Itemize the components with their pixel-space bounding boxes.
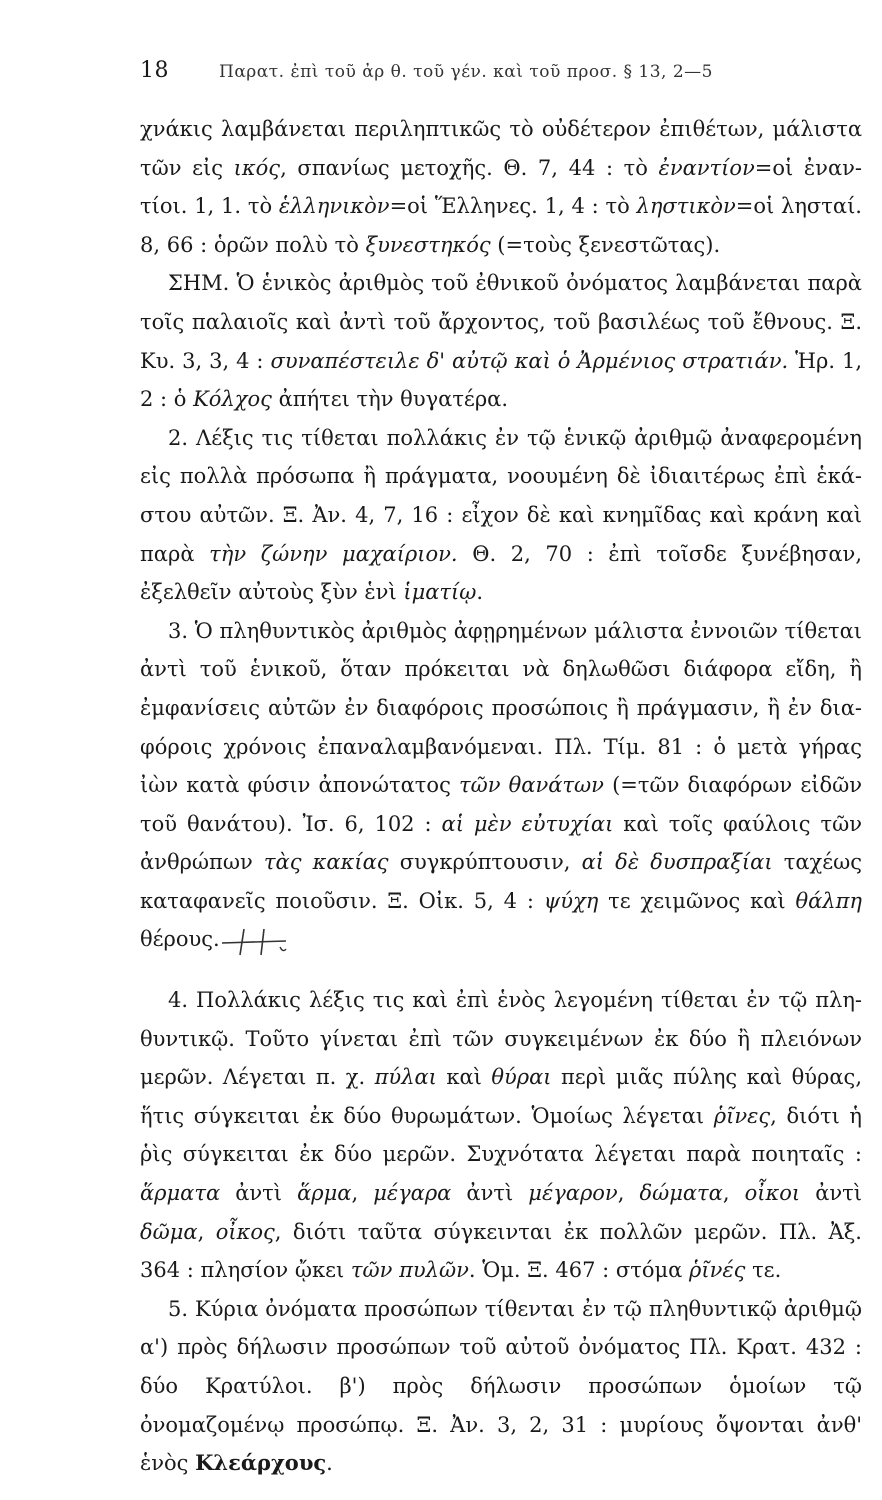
page-header: [140, 58, 862, 98]
section-3: 3. Ὁ πληθυντικὸς ἀριθμὸς ἀφῃρημένων μάλιστα ἐννοιῶν τίθεται ἀντὶ τοῦ ἑνικοῦ, ὅταν πρόκειται νὰ δηλωθῶσι διάφορα εἴδη, ἢ ἐμφανίσεις αὐτῶν ἐν διαφόροις προσώποις ἢ πράγμασιν, ἢ ἐν δια-φόροις χρόνοις ἐπαναλαμβανόμεναι. Πλ. Τίμ. 81 : ὁ μετὰ γήρας ἰὼν κατὰ φύσιν ἀπονώτατος τῶν θανάτων (=τῶν διαφόρων εἰδῶν τοῦ θανάτου). Ἰσ. 6, 102 : αἱ μὲν εὐτυχίαι καὶ τοῖς φαύλοις τῶν ἀνθρώπων τὰς κακίας συγκρύπτουσιν, αἱ δὲ δυσπραξίαι ταχέως καταφανεῖς ποιοῦσιν. Ξ. Οἰκ. 5, 4 : ψύχη τε χειμῶνος καὶ θάλπη θέρους.: [140, 612, 862, 959]
section-4: 4. Πολλάκις λέξις τις καὶ ἐπὶ ἑνὸς λεγομένη τίθεται ἐν τῷ πλη-θυντικῷ. Τοῦτο γίνεται ἐπὶ τῶν συγκειμένων ἐκ δύο ἢ πλειόνων μερῶν. Λέγεται π. χ. πύλαι καὶ θύραι περὶ μιᾶς πύλης καὶ θύρας, ἥτις σύγκειται ἐκ δύο θυρωμάτων. Ὁμοίως λέγεται ῥῖνες, διότι ἡ ῥὶς σύγκειται ἐκ δύο μερῶν. Συχνότατα λέγεται παρὰ ποιηταῖς : ἅρματα ἀντὶ ἅρμα, μέγαρα ἀντὶ μέγαρον, δώματα, οἶκοι ἀντὶ δῶμα, οἶκος, διότι ταῦτα σύγκεινται ἐκ πολλῶν μερῶν. Πλ. Ἀξ. 364 : πλησίον ᾤκει τῶν πυλῶν. Ὁμ. Ξ. 467 : στόμα ῥῖνές τε.: [140, 988, 863, 1283]
section-2: 2. Λέξις τις τίθεται πολλάκις ἐν τῷ ἑνικῷ ἀριθμῷ ἀναφερομένη εἰς πολλὰ πρόσωπα ἢ πράγματα, νοουμένη δὲ ἰδιαιτέρως ἐπὶ ἑκά-στου αὐτῶν. Ξ. Ἀν. 4, 7, 16 : εἶχον δὲ καὶ κνημῖδας καὶ κράνη καὶ παρὰ τὴν ζώνην μαχαίριον. Θ. 2, 70 : ἐπὶ τοῖσδε ξυνέβησαν, ἐξελθεῖν αὐτοὺς ξὺν ἑνὶ ἱματίῳ.: [140, 425, 862, 605]
body-text: [140, 110, 862, 1483]
section-5: 5. Κύρια ὀνόματα προσώπων τίθενται ἐν τῷ πληθυντικῷ ἀριθμῷ α') πρὸς δήλωσιν προσώπων τοῦ αὐτοῦ ὀνόματος Πλ. Κρατ. 432 : δύο Κρατύλοι. β') πρὸς δήλωσιν προσώπων ὁμοίων τῷ ὀνομαζομένῳ προσώπῳ. Ξ. Ἀν. 3, 2, 31 : μυρίους ὄψονται ἀνθ' ἑνὸς Κλεάρχους.: [140, 1296, 862, 1476]
spacer: [140, 959, 862, 981]
paragraph-1-continuation: χνάκις λαμβάνεται περιληπτικῶς τὸ οὐδέτερον ἐπιθέτων, μάλιστα τῶν εἰς ικός, σπανίως μετοχῆς. Θ. 7, 44 : τὸ ἐναντίον=οἱ ἐναν-τίοι. 1, 1. τὸ ἑλληνικὸν=οἱ Ἕλληνες. 1, 4 : τὸ ληστικὸν=οἱ λησταί. 8, 66 : ὁρῶν πολὺ τὸ ξυνεστηκός (=τοὺς ξενεστῶτας).: [140, 117, 862, 257]
handwritten-cross-mark: [220, 931, 290, 951]
running-title: Παρατ. ἐπὶ τοῦ ἀρ θ. τοῦ γέν. καὶ τοῦ προσ. § 13, 2—5: [219, 62, 713, 82]
page-number: 18: [140, 58, 169, 83]
note-paragraph: ΣΗΜ. Ὁ ἑνικὸς ἀριθμὸς τοῦ ἐθνικοῦ ὀνόματος λαμβάνεται παρὰ τοῖς παλαιοῖς καὶ ἀντὶ τοῦ ἄρχοντος, τοῦ βασιλέως τοῦ ἔθνους. Ξ. Κυ. 3, 3, 4 : συναπέστειλε δ' αὐτῷ καὶ ὁ Ἀρμένιος στρατιάν. Ἡρ. 1, 2 : ὁ Κόλχος ἀπήτει τὴν θυγατέρα.: [140, 271, 862, 412]
